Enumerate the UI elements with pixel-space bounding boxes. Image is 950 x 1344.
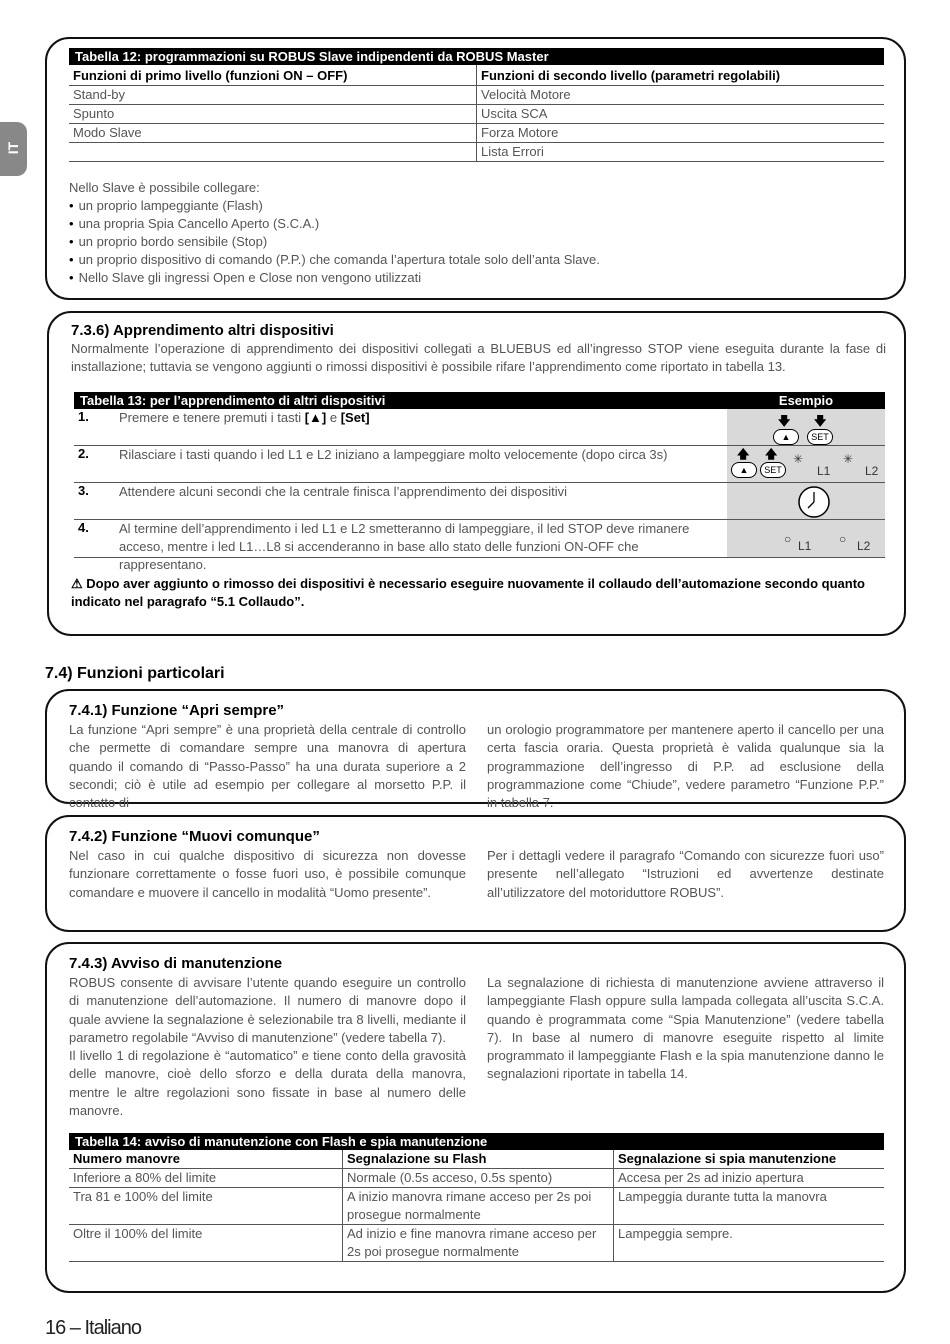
table12-title: Tabella 12: programmazioni su ROBUS Slave indipendenti da ROBUS Master	[69, 48, 884, 65]
slave-intro: Nello Slave è possibile collegare:	[69, 180, 260, 195]
arrow-up-icon: 🡅	[737, 447, 750, 461]
table-row: 3. Attendere alcuni secondi che la centrale finisca l’apprendimento dei dispositivi	[74, 483, 885, 520]
table14-title: Tabella 14: avviso di manutenzione con Flash e spia manutenzione	[69, 1133, 884, 1150]
section-743-box	[45, 942, 906, 1293]
step4-example	[727, 520, 885, 557]
section-743-title: 7.4.3) Avviso di manutenzione	[69, 955, 283, 972]
table12	[69, 48, 884, 162]
list-item: • una propria Spia Cancello Aperto (S.C.A.)	[69, 215, 884, 233]
warning-icon: ⚠	[71, 576, 83, 591]
clock-icon	[796, 484, 832, 520]
led-off-icon: ○	[784, 532, 792, 546]
table-row: Lista Errori	[69, 143, 884, 162]
table-row: 4. Al termine dell’apprendimento i led L1 e L2 smetteranno di lampeggiare, il led STOP deve rimanere acceso, mentre i led L1…L8 si accenderanno in base allo stato delle funzioni ON-OFF che rappresentano. ○ L1 ○ L2	[74, 520, 885, 558]
section-743-right: La segnalazione di richiesta di manutenzione avviene attraverso il lampeggiante Flash oppure sulla lampada collegata all’uscita S.C.A. quando è programmata come “Spia Manutenzione” (vedere tabella 7). In base al numero di manovre eseguite rispetto al limite programmato il lampeggiante Flash e la spia manutenzione danno le segnalazioni riportate in tabella 14.	[487, 975, 884, 1082]
language-tab: IT	[0, 122, 27, 176]
section-741-right: un orologio programmatore per mantenere aperto il cancello per una certa fascia oraria. Questa proprietà è valida qualunque sia la programmazione dell’ingresso di P.P. ad esclusione della programmazione come “Chiude”, vedere parametro “Funzione P.P.” in tabella 7.	[487, 722, 884, 811]
table-row: Oltre il 100% del limite Ad inizio e fine manovra rimane acceso per 2s poi prosegue normalmente Lampeggia sempre.	[69, 1225, 884, 1262]
section-742-title: 7.4.2) Funzione “Muovi comunque”	[69, 828, 320, 845]
table12-box	[45, 37, 906, 300]
set-key-icon: SET	[760, 462, 786, 478]
step3-example	[727, 483, 885, 519]
table13-example-header: Esempio	[778, 393, 834, 408]
section-74-title: 7.4) Funzioni particolari	[45, 665, 225, 682]
table13-title: Tabella 13: per l’apprendimento di altri dispositivi	[80, 393, 386, 408]
section-736-text: Normalmente l’operazione di apprendimento dei dispositivi collegati a BLUEBUS ed all’ingresso STOP viene eseguita durante la fase di installazione; tuttavia se vengono aggiunti o rimossi dispositivi è possibile rifare l’apprendimento come riportato in tabella 13.	[71, 341, 886, 375]
led-blinking-icon: ✳	[843, 452, 854, 466]
table-row: Tra 81 e 100% del limite A inizio manovra rimane acceso per 2s poi prosegue normalmente Lampeggia durante tutta la manovra	[69, 1188, 884, 1225]
slave-list	[69, 179, 884, 287]
warning-note: ⚠ Dopo aver aggiunto o rimosso dei dispositivi è necessario eseguire nuovamente il collaudo dell’automazione secondo quanto indicato nel paragrafo “5.1 Collaudo”.	[71, 576, 865, 609]
table-row: Modo Slave Forza Motore	[69, 124, 884, 143]
arrow-down-icon: 🡇	[814, 414, 827, 428]
led-off-icon: ○	[839, 532, 847, 546]
table-row: 1. Premere e tenere premuti i tasti [▲] e [Set] 🡇 🡇 ▲ SET	[74, 409, 885, 446]
section-741-title: 7.4.1) Funzione “Apri sempre”	[69, 702, 285, 719]
set-key-icon: SET	[807, 429, 833, 445]
section-741-left: La funzione “Apri sempre” è una proprietà della centrale di controllo che permette di comandare sempre una manovra di apertura quando il comando di “Passo-Passo” ha una durata superiore a 2 secondi; ciò è utile ad esempio per collegare al morsetto P.P. il contatto di	[69, 722, 466, 811]
table14-header: Numero manovre Segnalazione su Flash Segnalazione si spia manutenzione	[69, 1150, 884, 1169]
led-l2-label: L2	[865, 464, 879, 478]
section-743-left-p1: ROBUS consente di avvisare l’utente quando eseguire un controllo di manutenzione dell’automazione. Il numero di manovre dopo il quale avviene la segnalazione è selezionabile tra 8 livelli, mediante il parametro regolabile “Avviso di manutenzione” (vedere tabella 7).	[69, 975, 466, 1045]
section-743-left-p2: Il livello 1 di regolazione è “automatico” e tiene conto della gravosità delle manovre, cioè dello sforzo e della durata della manovra, mentre le altre regolazioni sono fissate in base al numero delle manovre.	[69, 1048, 466, 1119]
section-742-box	[45, 815, 906, 932]
list-item: • un proprio dispositivo di comando (P.P.) che comanda l’apertura totale solo dell’anta Slave.	[69, 251, 884, 269]
table-row: Spunto Uscita SCA	[69, 105, 884, 124]
led-blinking-icon: ✳	[793, 452, 804, 466]
table-row: 2. Rilasciare i tasti quando i led L1 e L2 iniziano a lampeggiare molto velocemente (dopo circa 3s) 🡅 🡅 ▲ SET ✳ L1 ✳ L2	[74, 446, 885, 483]
list-item: • un proprio bordo sensibile (Stop)	[69, 233, 884, 251]
list-item: • Nello Slave gli ingressi Open e Close non vengono utilizzati	[69, 269, 884, 287]
list-item: • un proprio lampeggiante (Flash)	[69, 197, 884, 215]
table-row: Stand-by Velocità Motore	[69, 86, 884, 105]
section-742-left: Nel caso in cui qualche dispositivo di sicurezza non dovesse funzionare correttamente o fosse fuori uso, è possibile comunque comandare e muovere il cancello in modalità “Uomo presente”.	[69, 848, 466, 900]
step1-example	[727, 409, 885, 445]
table14	[69, 1133, 884, 1262]
up-key-icon: ▲	[773, 429, 799, 445]
section-742-right: Per i dettagli vedere il paragrafo “Comando con sicurezze fuori uso” presente nell’allegato “Istruzioni ed avvertenze destinate all’utilizzatore del motoriduttore ROBUS”.	[487, 848, 884, 900]
up-key-icon: ▲	[731, 462, 757, 478]
arrow-up-icon: 🡅	[765, 447, 778, 461]
table13	[74, 392, 885, 572]
step2-example	[727, 446, 885, 482]
section-741-box	[45, 689, 906, 811]
led-l2-label: L2	[857, 539, 871, 553]
table12-col2-header: Funzioni di secondo livello (parametri regolabili)	[476, 65, 884, 85]
section-736-box	[47, 311, 906, 636]
table-row: Inferiore a 80% del limite Normale (0.5s acceso, 0.5s spento) Accesa per 2s ad inizio apertura	[69, 1169, 884, 1188]
page-footer: 16 – Italiano	[45, 1317, 141, 1339]
led-l1-label: L1	[798, 539, 812, 553]
table12-col1-header: Funzioni di primo livello (funzioni ON – OFF)	[73, 68, 348, 83]
section-736-title: 7.3.6) Apprendimento altri dispositivi	[71, 322, 334, 339]
led-l1-label: L1	[817, 464, 831, 478]
arrow-down-icon: 🡇	[778, 414, 791, 428]
